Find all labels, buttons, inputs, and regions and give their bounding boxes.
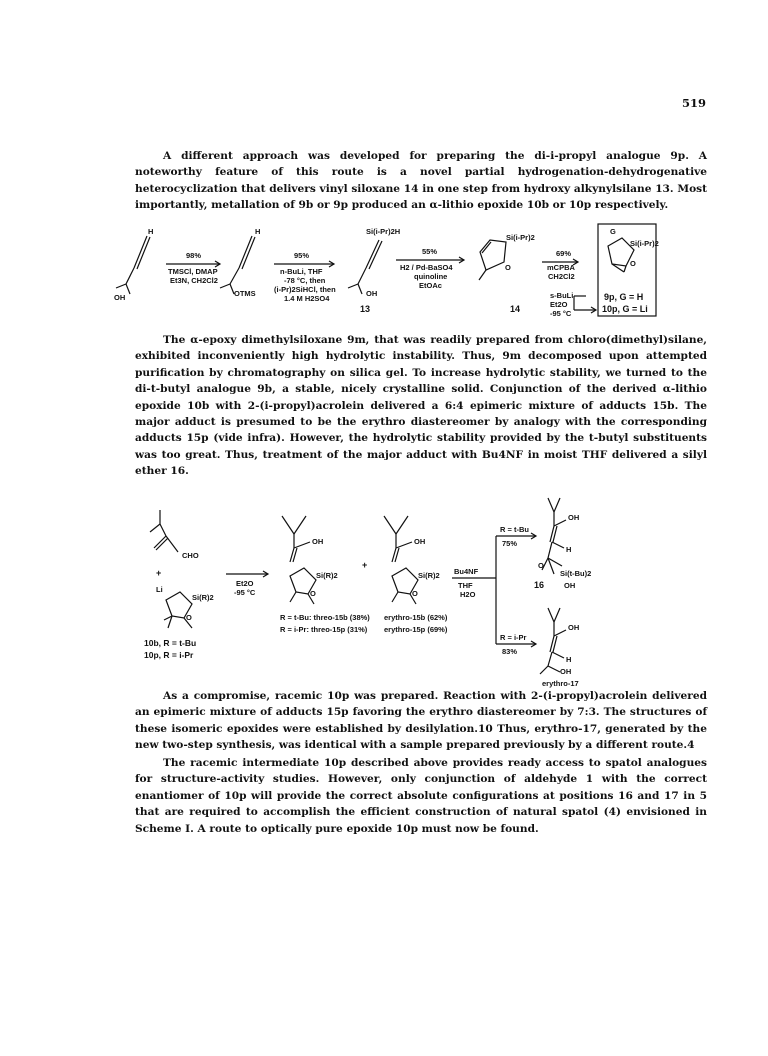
s1-oh13: OH <box>366 289 378 298</box>
s2-oh16: OH <box>568 513 580 522</box>
paragraph-stability <box>135 332 707 480</box>
s1-step3-yield: 55% <box>422 247 438 256</box>
s2-ery-b: erythro-15b (62%) <box>384 613 448 622</box>
s2-ery-p: erythro-15p (69%) <box>384 625 448 634</box>
paragraph-racemic-text: The racemic intermediate 10p described above provides ready access to spatol analogues for structure-activity studies. However, only conjunction of aldehyde 1 with the correct enantiomer of 10p will provide the correct absolute configurations at positions 16 and 17 in 5 that are required to accomplish the efficient construction of natural spatol (4) envisioned in Scheme I. A route to optically pure epoxide 10p must now be found. <box>135 757 707 835</box>
s1-step3-r2: quinoline <box>414 272 448 281</box>
s2-label17-visible: erythro-17 <box>542 679 579 688</box>
s1-si14: Si(i-Pr)2 <box>506 233 535 242</box>
s2-label10b: 10b, R = t-Bu <box>144 638 197 648</box>
scheme-2 <box>134 496 710 678</box>
s1-label13: 13 <box>360 304 371 314</box>
s1-o-box: O <box>630 259 636 268</box>
s2-o-left: O <box>186 613 192 622</box>
s2-h16: H <box>566 545 572 554</box>
s1-label10p: 10p, G = Li <box>602 304 648 314</box>
s1-step1-yield: 98% <box>186 251 202 260</box>
paragraph-racemic <box>135 755 707 837</box>
s2-cond1: Et2O <box>236 579 254 588</box>
s2-oh-b: OH <box>414 537 426 546</box>
s2-oh-a: OH <box>312 537 324 546</box>
s1-step5-r1: s-BuLi <box>550 291 574 300</box>
s1-o14: O <box>505 263 511 272</box>
s2-label16: 16 <box>534 580 545 590</box>
paragraph-intro <box>135 148 707 214</box>
s1-step2-r4: 1.4 M H2SO4 <box>284 294 330 303</box>
paragraph-intro-text: A different approach was developed for preparing the di-i-propyl analogue 9p. A noteworthy feature of this route is a novel partial hydrogenation-dehydrogenative heterocyclization that delivers vinyl siloxane 14 in one step from hydroxy alkynylsilane 13. Most importantly, metallation of 9b or 9p produced an α-lithio epoxide 10b or 10p respectively. <box>135 150 707 212</box>
s2-oh16b: OH <box>564 581 576 590</box>
scheme-1 <box>114 220 710 324</box>
s2-si16: Si(t-Bu)2 <box>560 569 592 578</box>
s2-o16: O <box>538 561 544 570</box>
s1-step3-r1: H2 / Pd-BaSO4 <box>400 263 453 272</box>
s1-step2-r3: (i-Pr)2SiHCl, then <box>274 285 336 294</box>
s2-threo-p: R = i-Pr: threo-15p (31%) <box>280 625 368 634</box>
s1-oh1: OH <box>114 293 126 302</box>
s1-step2-r2: -78 °C, then <box>284 276 326 285</box>
s2-li: Li <box>156 585 163 594</box>
s2-cho: CHO <box>182 551 199 560</box>
s1-step4-yield: 69% <box>556 249 572 258</box>
s2-cond2: -95 °C <box>234 588 256 597</box>
s2-sir2-b: Si(R)2 <box>418 571 440 580</box>
s1-step1-reagent2: Et3N, CH2Cl2 <box>170 276 218 285</box>
s1-step4-r2: CH2Cl2 <box>548 272 575 281</box>
s1-otms: OTMS <box>234 289 256 298</box>
s2-oh17b: OH <box>560 667 572 676</box>
s1-h2: H <box>255 227 261 236</box>
s2-o-b: O <box>412 589 418 598</box>
s2-thf: THF <box>458 581 473 590</box>
s2-plus2: + <box>362 560 368 570</box>
s2-h2o: H2O <box>460 590 476 599</box>
s1-step2-yield: 95% <box>294 251 310 260</box>
s1-label14: 14 <box>510 304 521 314</box>
s2-tbu: R = t-Bu <box>500 525 529 534</box>
s2-sir2-a: Si(R)2 <box>316 571 338 580</box>
s2-plus1: + <box>156 568 162 578</box>
page-number: 519 <box>681 96 706 110</box>
s2-tbu-yield: 75% <box>502 539 518 548</box>
s1-step4-r1: mCPBA <box>547 263 575 272</box>
s1-si13: Si(i-Pr)2H <box>366 227 401 236</box>
s1-step3-r3: EtOAc <box>419 281 442 290</box>
paragraph-stability-text: The α-epoxy dimethylsiloxane 9m, that was readily prepared from chloro(dimethyl)silane, exhibited inconveniently high hydrolytic instability. Thus, 9m decomposed upon attempted purification by chromatography on silica gel. To increase hydrolytic stability, we turned to the di-t-butyl analogue 9b, a stable, nicely crystalline solid. Conjunction of the derived α-lithio epoxide 10b with 2-(i-propyl)acrolein delivered a 6:4 epimeric mixture of adducts 15b. The major adduct is presumed to be the erythro diastereomer by analogy with the corresponding adducts 15p (vide infra). However, the hydrolytic stability provided by the t-butyl substituents was too great. Thus, treatment of the major adduct with Bu4NF in moist THF delivered a silyl ether 16. <box>135 334 707 478</box>
s1-h1: H <box>148 227 154 236</box>
s1-label9p: 9p, G = H <box>604 292 644 302</box>
s1-step1-reagent1: TMSCl, DMAP <box>168 267 218 276</box>
s2-h17: H <box>566 655 572 664</box>
s1-step5-r3: -95 °C <box>550 309 572 318</box>
s2-ipr: R = i-Pr <box>500 633 527 642</box>
s2-bu4nf: Bu4NF <box>454 567 479 576</box>
s2-ipr-yield: 83% <box>502 647 518 656</box>
s1-step5-r2: Et2O <box>550 300 568 309</box>
s1-step2-r1: n-BuLi, THF <box>280 267 323 276</box>
paragraph-compromise <box>135 688 707 754</box>
s2-sir2: Si(R)2 <box>192 593 214 602</box>
s1-si-box: Si(i-Pr)2 <box>630 239 659 248</box>
s2-label10p: 10p, R = i-Pr <box>144 650 194 660</box>
s1-g-box: G <box>610 227 616 236</box>
paragraph-compromise-text: As a compromise, racemic 10p was prepared. Reaction with 2-(i-propyl)acrolein delivered an epimeric mixture of adducts 15p favoring the erythro diastereomer by 7:3. The structures of these isomeric epoxides were established by desilylation.10 Thus, erythro-17, generated by the new two-step synthesis, was identical with a sample prepared previously by a different route.4 <box>135 690 707 752</box>
s2-threo-b: R = t-Bu: threo-15b (38%) <box>280 613 370 622</box>
s2-oh17: OH <box>568 623 580 632</box>
s2-o-a: O <box>310 589 316 598</box>
